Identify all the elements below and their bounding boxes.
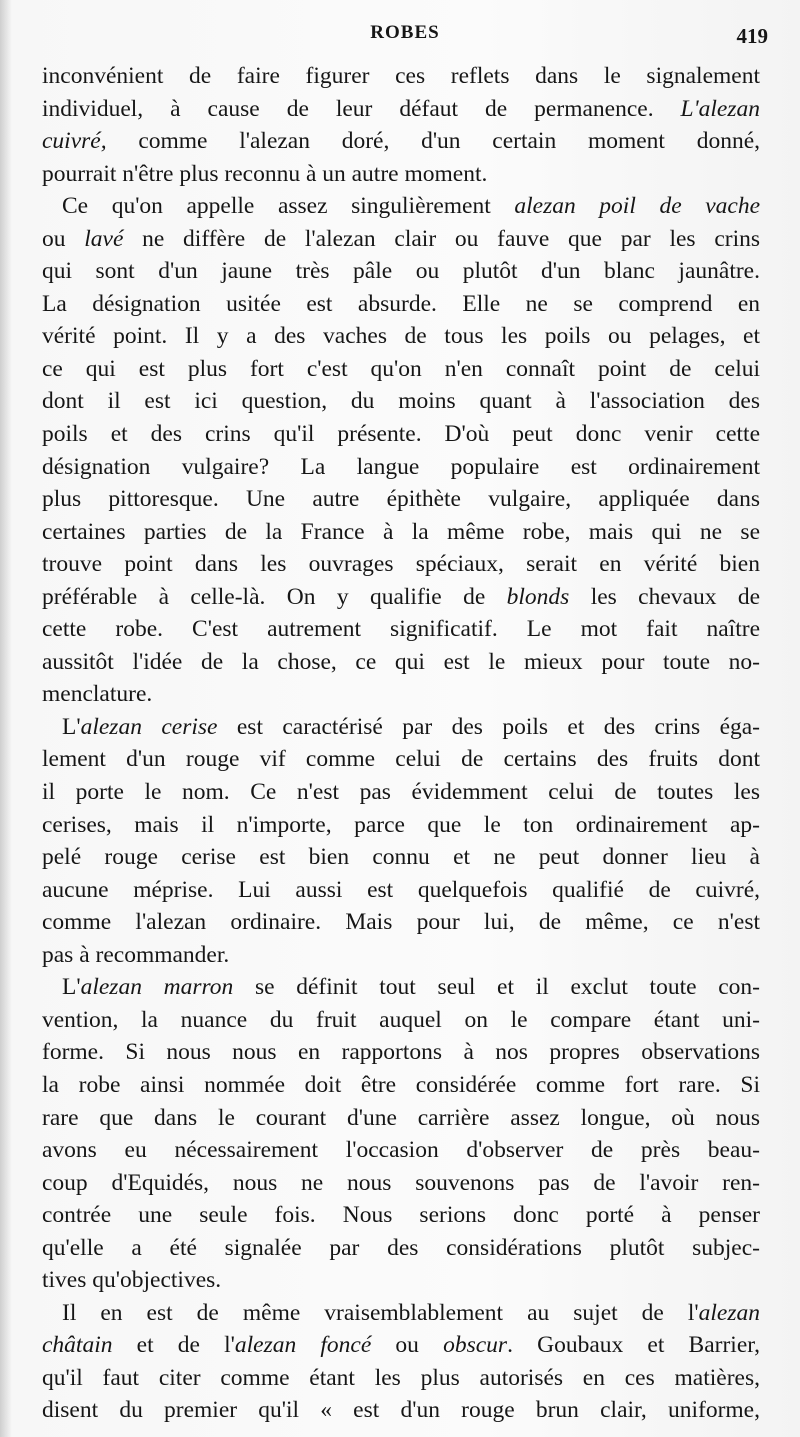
running-head <box>42 20 768 52</box>
text-run: Ce qu'on appelle assez singulièrement <box>62 193 515 220</box>
text-run: lement d'un rouge vif comme celui de certains des fruits dont <box>42 746 760 773</box>
text-line <box>42 939 760 972</box>
text-line <box>42 1167 760 1200</box>
text-run: désignation vulgaire? La langue populaire est ordinairement <box>42 453 760 480</box>
text-line <box>42 1362 760 1395</box>
text-run: trouve point dans les ouvrages spéciaux, serait en vérité bien <box>42 551 760 578</box>
text-line <box>42 809 760 842</box>
text-run: inconvénient de faire figurer ces reflets dans le signalement <box>42 63 760 89</box>
text-line <box>42 548 760 581</box>
running-title: ROBES <box>370 22 440 43</box>
text-line <box>42 353 760 386</box>
text-run: se définit tout seul et il exclut toute con- <box>233 974 760 1001</box>
text-line <box>42 1394 760 1427</box>
text-line <box>42 841 760 874</box>
text-run: certaines parties de la France à la même robe, mais qui ne se <box>42 518 760 545</box>
text-line <box>42 711 760 744</box>
italic-term: alezan <box>698 1299 760 1326</box>
text-run: vérité point. Il y a des vaches de tous les poils ou pelages, et <box>42 323 760 350</box>
text-run: cerises, mais il n'importe, parce que le ton ordinairement ap- <box>42 811 760 838</box>
text-run: L' <box>62 974 81 1001</box>
text-run: Il en est de même vraisemblablement au sujet de l' <box>62 1299 699 1326</box>
text-line <box>42 1264 760 1297</box>
text-run: les chevaux de <box>569 583 761 610</box>
text-line <box>42 874 760 907</box>
text-run: poils et des crins qu'il présente. D'où peut donc venir cette <box>42 421 760 448</box>
text-run: est caractérisé par des poils et des crins éga- <box>217 713 761 740</box>
text-run: La désignation usitée est absurde. Elle ne se comprend en <box>42 290 760 317</box>
text-run: individuel, à cause de leur défaut de permanence. <box>42 95 681 122</box>
text-run: pas à recommander. <box>42 941 230 968</box>
text-run: ou <box>371 1332 444 1359</box>
text-run: coup d'Equidés, nous ne nous souvenons pas de l'avoir ren- <box>42 1169 760 1196</box>
text-run: pourrait n'être plus reconnu à un autre moment. <box>42 160 488 187</box>
text-run: tives qu'objectives. <box>42 1267 222 1294</box>
italic-term: cuivré, <box>42 128 107 155</box>
text-line <box>42 1134 760 1167</box>
italic-term: alezan marron <box>80 974 234 1001</box>
text-body <box>42 60 760 1427</box>
text-run: dont il est ici question, du moins quant à l'association des <box>42 388 760 415</box>
italic-term: alezan cerise <box>80 713 218 740</box>
text-line <box>42 418 760 451</box>
italic-term: obscur <box>443 1332 508 1359</box>
text-line <box>42 678 760 711</box>
text-line <box>42 613 760 646</box>
text-run: comme l'alezan doré, d'un certain moment donné, <box>106 128 760 155</box>
text-line <box>42 288 760 321</box>
text-line <box>42 190 760 223</box>
text-line <box>42 320 760 353</box>
text-line <box>42 158 760 191</box>
italic-term: L'alezan <box>680 95 760 122</box>
text-run: avons eu nécessairement l'occasion d'observer de près beau- <box>42 1137 760 1164</box>
text-line <box>42 581 760 614</box>
text-run: qu'elle a été signalée par des considérations plutôt subjec- <box>42 1234 760 1261</box>
text-line <box>42 1329 760 1362</box>
text-line <box>42 483 760 516</box>
italic-term: blonds <box>506 583 570 610</box>
text-run: la robe ainsi nommée doit être considérée comme fort rare. Si <box>42 1071 760 1098</box>
text-run: . Goubaux et Barrier, <box>507 1332 761 1359</box>
text-line <box>42 743 760 776</box>
text-line <box>42 1199 760 1232</box>
text-line <box>42 646 760 679</box>
text-run: pelé rouge cerise est bien connu et ne peut donner lieu à <box>42 844 760 871</box>
text-line <box>42 1004 760 1037</box>
text-line <box>42 255 760 288</box>
text-run: qu'il faut citer comme étant les plus autorisés en ces matières, <box>42 1364 760 1391</box>
text-line <box>42 93 760 126</box>
text-line <box>42 906 760 939</box>
text-run: vention, la nuance du fruit auquel on le compare étant uni- <box>42 1006 760 1033</box>
text-line <box>42 60 760 93</box>
text-run: rare que dans le courant d'une carrière assez longue, où nous <box>42 1104 760 1131</box>
text-run: aussitôt l'idée de la chose, ce qui est le mieux pour toute no- <box>42 648 760 675</box>
text-line <box>42 971 760 1004</box>
italic-term: châtain <box>42 1332 113 1359</box>
text-run: cette robe. C'est autrement significatif. Le mot fait naître <box>42 616 760 643</box>
text-run: disent du premier qu'il « est d'un rouge brun clair, uniforme, <box>42 1397 760 1424</box>
text-line <box>42 125 760 158</box>
text-line <box>42 1069 760 1102</box>
text-line <box>42 385 760 418</box>
text-line <box>42 451 760 484</box>
text-run: préférable à celle-là. On y qualifie de <box>42 583 507 610</box>
text-run: comme l'alezan ordinaire. Mais pour lui, de même, ce n'est <box>42 909 760 936</box>
text-run: et de l' <box>112 1332 235 1359</box>
text-line <box>42 1102 760 1135</box>
page-number: 419 <box>736 24 768 48</box>
text-line <box>42 1036 760 1069</box>
text-line <box>42 223 760 256</box>
text-run: ou <box>42 225 85 252</box>
text-run: ne diffère de l'alezan clair ou fauve que par les crins <box>123 225 760 252</box>
text-run: contrée une seule fois. Nous serions donc porté à penser <box>42 1202 760 1229</box>
text-line <box>42 1297 760 1330</box>
text-line <box>42 776 760 809</box>
italic-term: lavé <box>84 225 124 252</box>
text-run: il porte le nom. Ce n'est pas évidemment celui de toutes les <box>42 779 760 806</box>
text-line <box>42 1232 760 1265</box>
text-run: aucune méprise. Lui aussi est quelquefois qualifié de cuivré, <box>42 876 760 903</box>
italic-term: alezan foncé <box>234 1332 372 1359</box>
italic-term: alezan poil de vache <box>514 193 760 220</box>
text-run: L' <box>62 713 81 740</box>
text-run: forme. Si nous nous en rapportons à nos propres observations <box>42 1039 760 1066</box>
text-run: plus pittoresque. Une autre épithète vulgaire, appliquée dans <box>42 486 760 513</box>
text-line <box>42 516 760 549</box>
text-run: menclature. <box>42 681 153 708</box>
text-run: ce qui est plus fort c'est qu'on n'en connaît point de celui <box>42 355 760 382</box>
text-run: qui sont d'un jaune très pâle ou plutôt d'un blanc jaunâtre. <box>42 258 760 285</box>
